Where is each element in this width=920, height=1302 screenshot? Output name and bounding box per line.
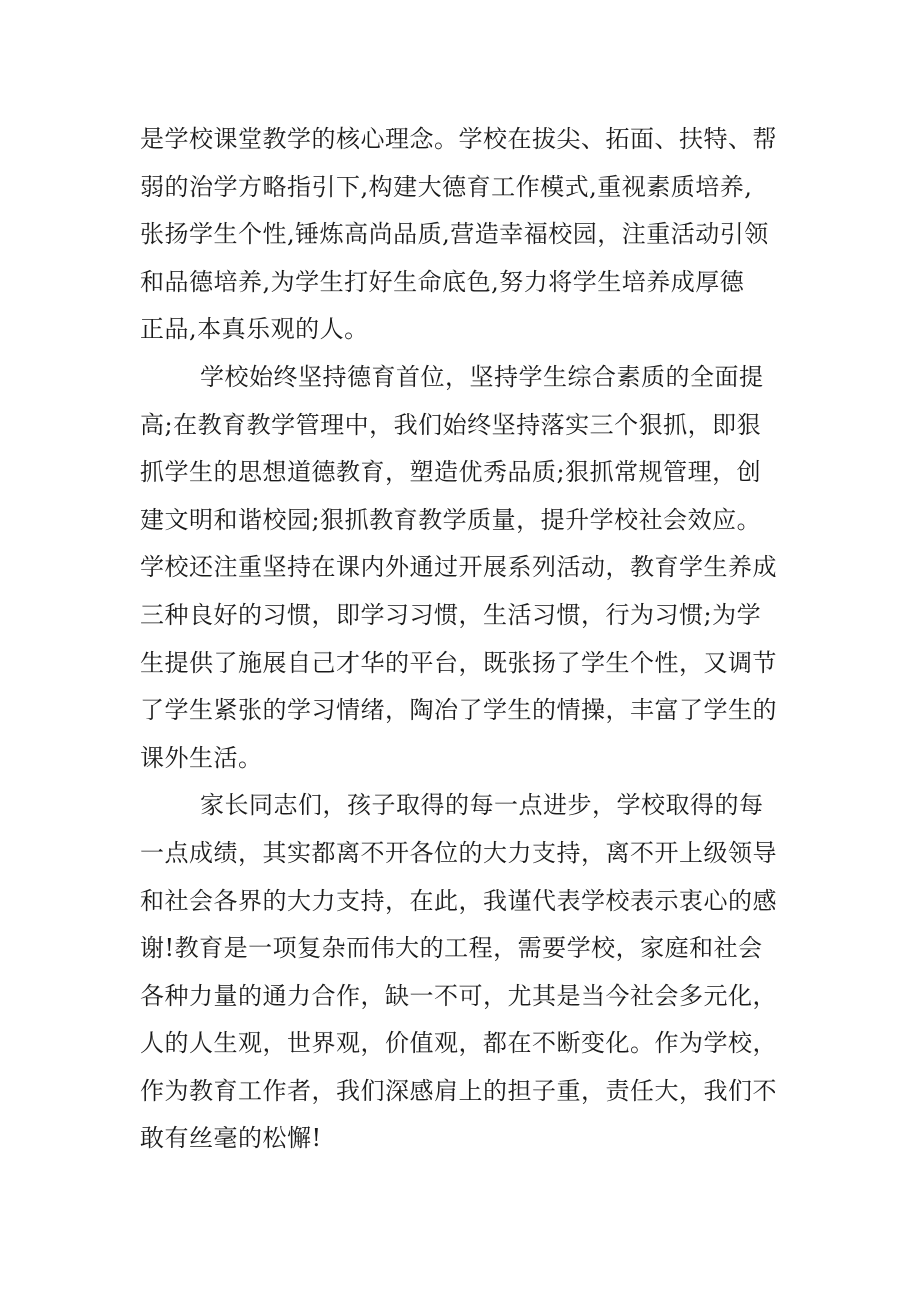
text-line-indented: 学校始终坚持德育首位，坚持学生综合素质的全面提: [200, 362, 764, 391]
text-line: 建文明和谐校园;狠抓教育教学质量，提升学校社会效应。: [140, 505, 762, 534]
paragraph-2: [140, 354, 810, 782]
document-body: [140, 116, 810, 1163]
text-line: 和社会各界的大力支持，在此，我谨代表学校表示衷心的感: [140, 886, 777, 915]
text-line: 一点成绩，其实都离不开各位的大力支持，离不开上级领导: [140, 838, 777, 867]
text-line: 是学校课堂教学的核心理念。学校在拔尖、拓面、扶特、帮: [140, 125, 777, 153]
text-line: 正品,本真乐观的人。: [140, 315, 369, 344]
text-line: 各种力量的通力合作，缺一不可，尤其是当今社会多元化，: [140, 981, 777, 1010]
text-line: 生提供了施展自己才华的平台，既张扬了学生个性，又调节: [140, 648, 777, 677]
text-line: 弱的治学方略指引下,构建大德育工作模式,重视素质培养,: [140, 172, 753, 201]
text-line: 高;在教育教学管理中，我们始终坚持落实三个狠抓，即狠: [140, 410, 762, 439]
text-line: 了学生紧张的学习情绪，陶冶了学生的情操，丰富了学生的: [140, 696, 777, 725]
text-line: 和品德培养,为学生打好生命底色,努力将学生培养成厚德: [140, 267, 745, 296]
text-line: 三种良好的习惯，即学习习惯，生活习惯，行为习惯;为学: [140, 600, 762, 629]
text-line: 敢有丝毫的松懈!: [140, 1124, 322, 1153]
text-line-indented: 家长同志们，孩子取得的每一点进步，学校取得的每: [200, 791, 764, 820]
text-line: 作为教育工作者，我们深感肩上的担子重，责任大，我们不: [140, 1076, 777, 1105]
paragraph-3: [140, 782, 810, 1163]
text-line: 学校还注重坚持在课内外通过开展系列活动，教育学生养成: [140, 553, 777, 582]
text-line: 谢!教育是一项复杂而伟大的工程，需要学校，家庭和社会: [140, 934, 763, 963]
text-line: 课外生活。: [140, 743, 263, 772]
paragraph-1: [140, 116, 810, 354]
text-line: 抓学生的思想道德教育，塑造优秀品质;狠抓常规管理，创: [140, 458, 762, 487]
text-line: 人的人生观，世界观，价值观，都在不断变化。作为学校，: [140, 1029, 777, 1058]
text-line: 张扬学生个性,锤炼高尚品质,营造幸福校园，注重活动引领: [140, 220, 769, 249]
